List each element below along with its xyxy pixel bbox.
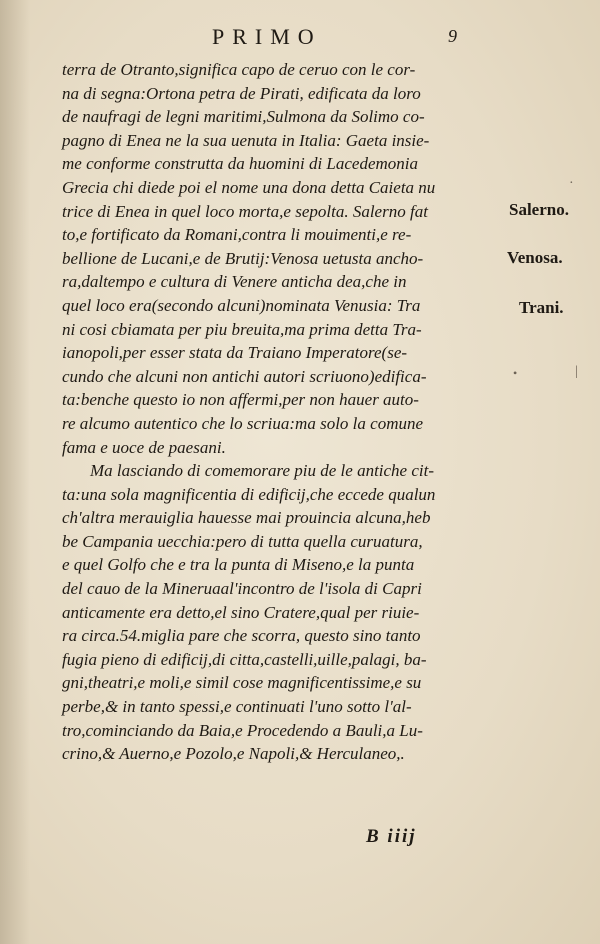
text-line: e quel Golfo che e tra la punta di Miseno,e la punta [62,555,415,575]
text-line: ra,daltempo e cultura di Venere anticha dea,che in [62,272,407,292]
text-line: be Campania uecchia:pero di tutta quella curuatura, [62,531,423,551]
text-line: anticamente era detto,el sino Cratere,qual per riuie- [62,602,420,622]
page-number: 9 [448,26,457,46]
text-line: cundo che alcuni non antichi autori scriuono)edifica- [62,366,427,386]
text-line: fugia pieno di edificij,di citta,castelli,uille,palagi, ba- [62,649,427,669]
text-line: terra de Otranto,significa capo de ceruo con le cor- [62,60,416,79]
text-line: me conforme construtta da huomini di Lacedemonia [62,154,419,174]
ink-mark: · [569,176,574,191]
text-line: ta:una sola magnificentia di edificij,che eccede qualun [62,484,436,504]
text-line: tro,cominciando da Baia,e Procedendo a Bauli,a Lu- [62,720,423,740]
text-line: fama e uoce de paesani. [62,437,226,457]
text-line: gni,theatri,e moli,e simil cose magnificentissime,e su [62,673,422,693]
text-line: pagno di Enea ne la sua uenuta in Italia: Gaeta insie- [62,130,430,150]
text-line: re alcumo autentico che lo scriua:ma solo la comune [62,413,424,433]
text-line: ta:benche questo io non affermi,per non hauer auto- [62,390,419,410]
main-text-block [62,58,492,766]
binding-gutter-shadow [0,0,30,944]
text-line: Grecia chi diede poi el nome una dona detta Caieta nu [62,177,436,197]
text-line: ra circa.54.miglia pare che scorra, questo sino tanto [62,626,421,646]
text-line: quel loco era(secondo alcuni)nominata Venusia: Tra [62,295,421,315]
margin-note-salerno: Salerno. [509,200,569,219]
text-line: ch'altra merauiglia hauesse mai prouincia alcuna,heb [62,508,431,528]
text-line: trice di Enea in quel loco morta,e sepolta. Salerno fat [62,201,428,221]
signature-mark: B iiij [366,826,417,847]
text-line: crino,& Auerno,e Pozolo,e Napoli,& Herculaneo,. [62,744,405,764]
ink-mark: • [513,366,518,380]
text-line: del cauo de la Mineruaal'incontro de l'isola di Capri [62,579,422,599]
text-line: to,e fortificato da Romani,contra li mouimenti,e re- [62,225,412,245]
margin-note-venosa: Venosa. [507,248,563,267]
margin-note-trani: Trani. [519,298,564,317]
text-line: bellione de Lucani,e de Brutij:Venosa uetusta ancho- [62,248,424,268]
text-line: ianopoli,per esser stata da Traiano Imperatore(se- [62,343,408,363]
margin-notes [505,0,600,944]
text-line: Ma lasciando di comemorare piu de le antiche cit- [90,461,435,481]
ink-mark: | [575,364,578,379]
text-line: perbe,& in tanto spessi,e continuati l'uno sotto l'al- [62,697,412,717]
text-line: de naufragi de legni maritimi,Sulmona da Solimo co- [62,107,425,127]
text-line: na di segna:Ortona petra de Pirati, edificata da loro [62,83,421,103]
running-head: PRIMO [212,24,322,49]
text-line: ni cosi cbiamata per piu breuita,ma prima detta Tra- [62,319,422,339]
